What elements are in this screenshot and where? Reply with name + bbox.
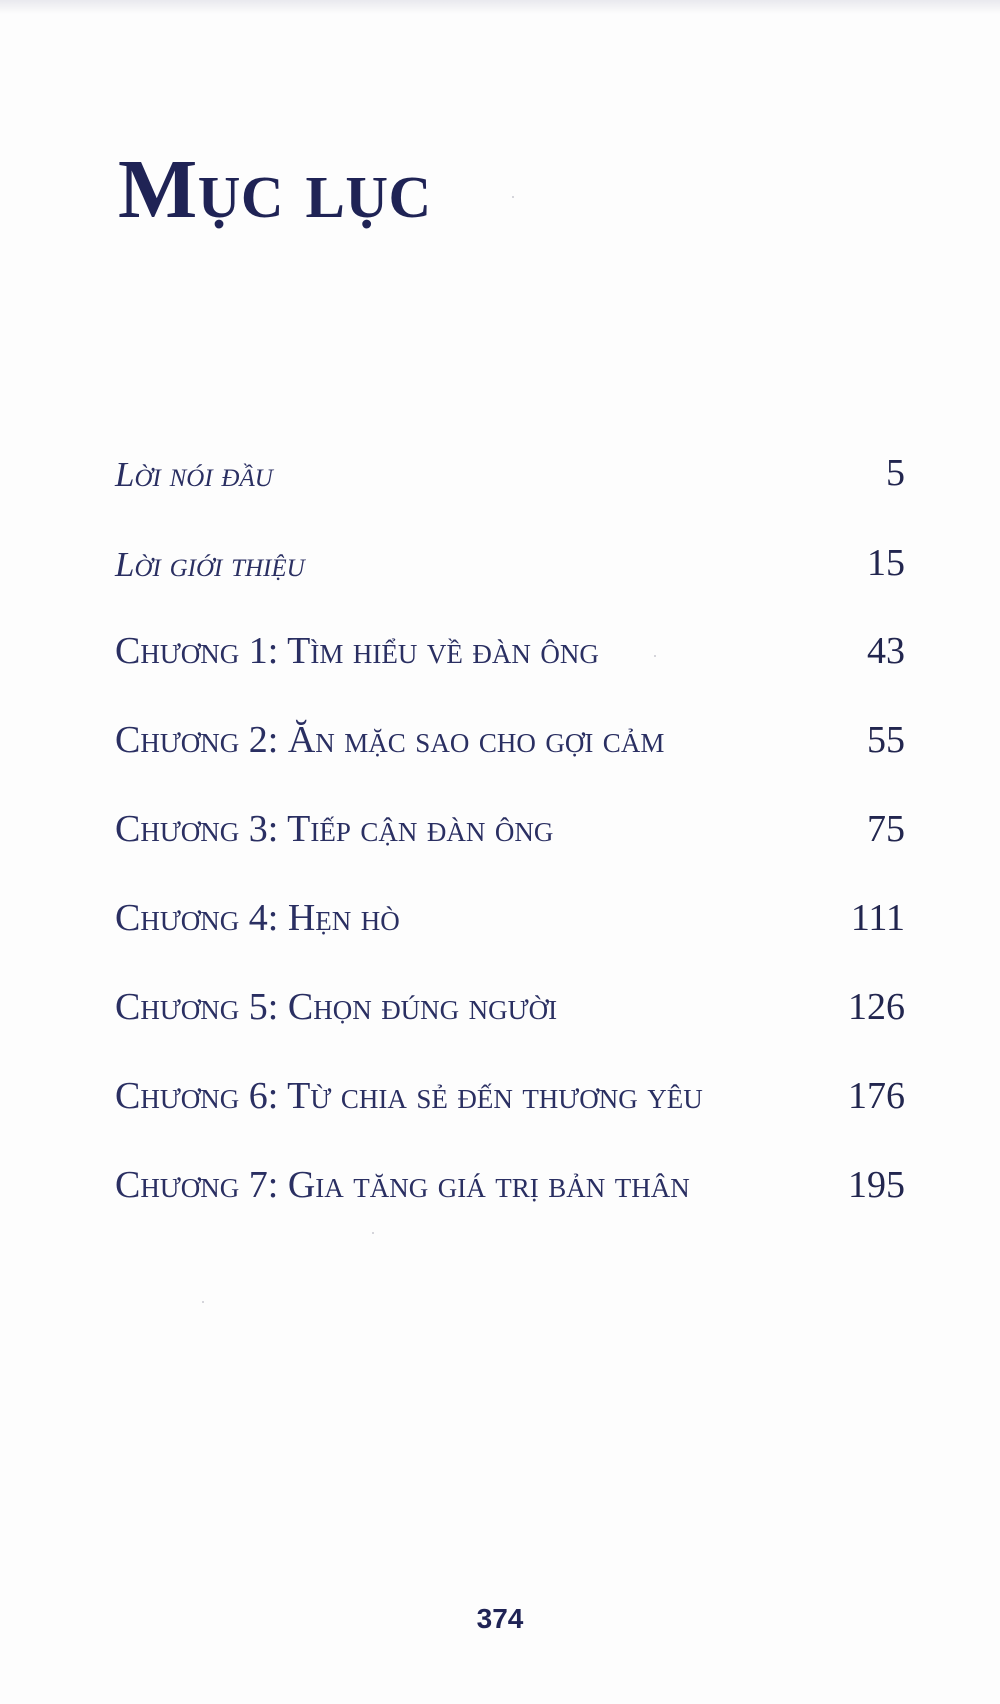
- toc-entry-page: 5: [886, 452, 905, 494]
- toc-entry-page: 55: [867, 719, 905, 761]
- toc-entry-page: 111: [850, 897, 905, 939]
- toc-entry-label: Chương 5: Chọn đúng người: [115, 986, 558, 1028]
- toc-entry-label: Chương 3: Tiếp cận đàn ông: [115, 808, 554, 850]
- table-of-contents: [115, 0, 905, 1400]
- toc-entry-label: Chương 4: Hẹn hò: [115, 897, 400, 939]
- toc-entry-chapter-7: [115, 1154, 905, 1210]
- page-title: Mục lục: [118, 143, 432, 236]
- toc-entry-label: Chương 2: Ăn mặc sao cho gợi cảm: [115, 719, 665, 761]
- toc-entry-chapter-4: [115, 887, 905, 943]
- toc-entry-label: Lời giới thiệu: [115, 545, 305, 584]
- toc-entry-page: 43: [867, 630, 905, 672]
- page-number: 374: [476, 1603, 524, 1634]
- toc-entry-label: Chương 6: Từ chia sẻ đến thương yêu: [115, 1075, 703, 1117]
- toc-entry-label: Chương 1: Tìm hiểu về đàn ông: [115, 630, 599, 672]
- toc-entry-page: 75: [867, 808, 905, 850]
- toc-entry-chapter-5: [115, 976, 905, 1032]
- toc-entry-page: 195: [848, 1164, 905, 1206]
- toc-entry-introduction: [115, 532, 905, 588]
- toc-entry-chapter-3: [115, 798, 905, 854]
- toc-entry-foreword: [115, 442, 905, 498]
- toc-entry-chapter-2: [115, 709, 905, 765]
- toc-entry-chapter-6: [115, 1065, 905, 1121]
- toc-entry-chapter-1: [115, 620, 905, 676]
- scan-speck: [654, 655, 656, 657]
- scan-speck: [202, 1301, 204, 1303]
- toc-entry-label: Lời nói đầu: [115, 455, 273, 494]
- toc-entry-page: 15: [867, 542, 905, 584]
- toc-entry-page: 126: [848, 986, 905, 1028]
- toc-entry-label: Chương 7: Gia tăng giá trị bản thân: [115, 1164, 690, 1206]
- scan-speck: [372, 1232, 374, 1234]
- toc-entry-page: 176: [848, 1075, 905, 1117]
- scan-speck: [512, 196, 514, 198]
